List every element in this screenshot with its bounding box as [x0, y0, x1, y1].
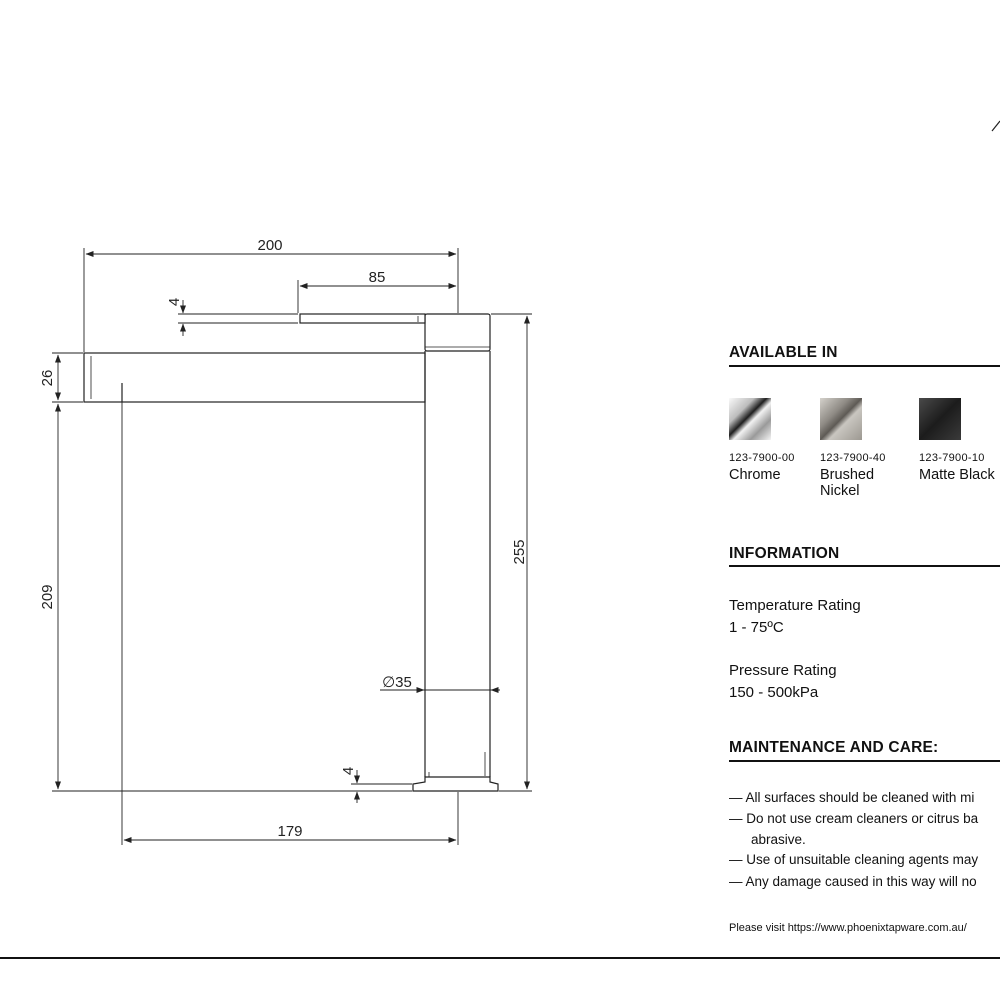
care-line-4: — Any damage caused in this way will no — [729, 874, 977, 889]
available-in-rule — [729, 365, 1000, 367]
matte-black-code: 123-7900-10 — [919, 452, 985, 464]
spec-panel — [729, 0, 1000, 1000]
dim-spout-reach: 179 — [277, 823, 303, 840]
available-in-title: AVAILABLE IN — [729, 344, 838, 361]
dim-body-diameter: ∅35 — [382, 674, 412, 691]
temperature-value: 1 - 75ºC — [729, 619, 784, 636]
dim-base-thickness: 4 — [340, 766, 357, 776]
chrome-name: Chrome — [729, 467, 781, 483]
information-title: INFORMATION — [729, 545, 840, 562]
care-line-2: — Do not use cream cleaners or citrus ba — [729, 811, 979, 826]
pressure-label: Pressure Rating — [729, 662, 837, 679]
matte-black-swatch — [919, 398, 961, 440]
dim-spout-clearance: 209 — [39, 584, 56, 610]
maintenance-rule — [729, 760, 1000, 762]
bottom-rule — [0, 957, 1000, 959]
brushed-nickel-swatch — [820, 398, 862, 440]
care-line-2-cont: abrasive. — [751, 832, 806, 847]
brushed-nickel-name: Brushed Nickel — [820, 467, 875, 499]
brushed-nickel-code: 123-7900-40 — [820, 452, 886, 464]
information-rule — [729, 565, 1000, 567]
pressure-value: 150 - 500kPa — [729, 684, 819, 701]
tap-outline — [84, 314, 498, 791]
dim-spout-height: 26 — [39, 369, 56, 387]
chrome-code: 123-7900-00 — [729, 452, 795, 464]
care-line-1: — All surfaces should be cleaned with mi — [729, 790, 975, 805]
dim-overall-width: 200 — [257, 237, 283, 254]
dim-overall-height: 255 — [511, 539, 528, 565]
dim-handle-length: 85 — [368, 269, 386, 286]
temperature-label: Temperature Rating — [729, 597, 861, 614]
maintenance-title: MAINTENANCE AND CARE: — [729, 739, 939, 756]
dim-handle-thickness: 4 — [166, 297, 183, 307]
care-line-3: — Use of unsuitable cleaning agents may — [729, 852, 979, 867]
matte-black-name: Matte Black — [919, 467, 995, 483]
footer-note: Please visit https://www.phoenixtapware.com.au/ — [729, 922, 967, 934]
chrome-swatch — [729, 398, 771, 440]
